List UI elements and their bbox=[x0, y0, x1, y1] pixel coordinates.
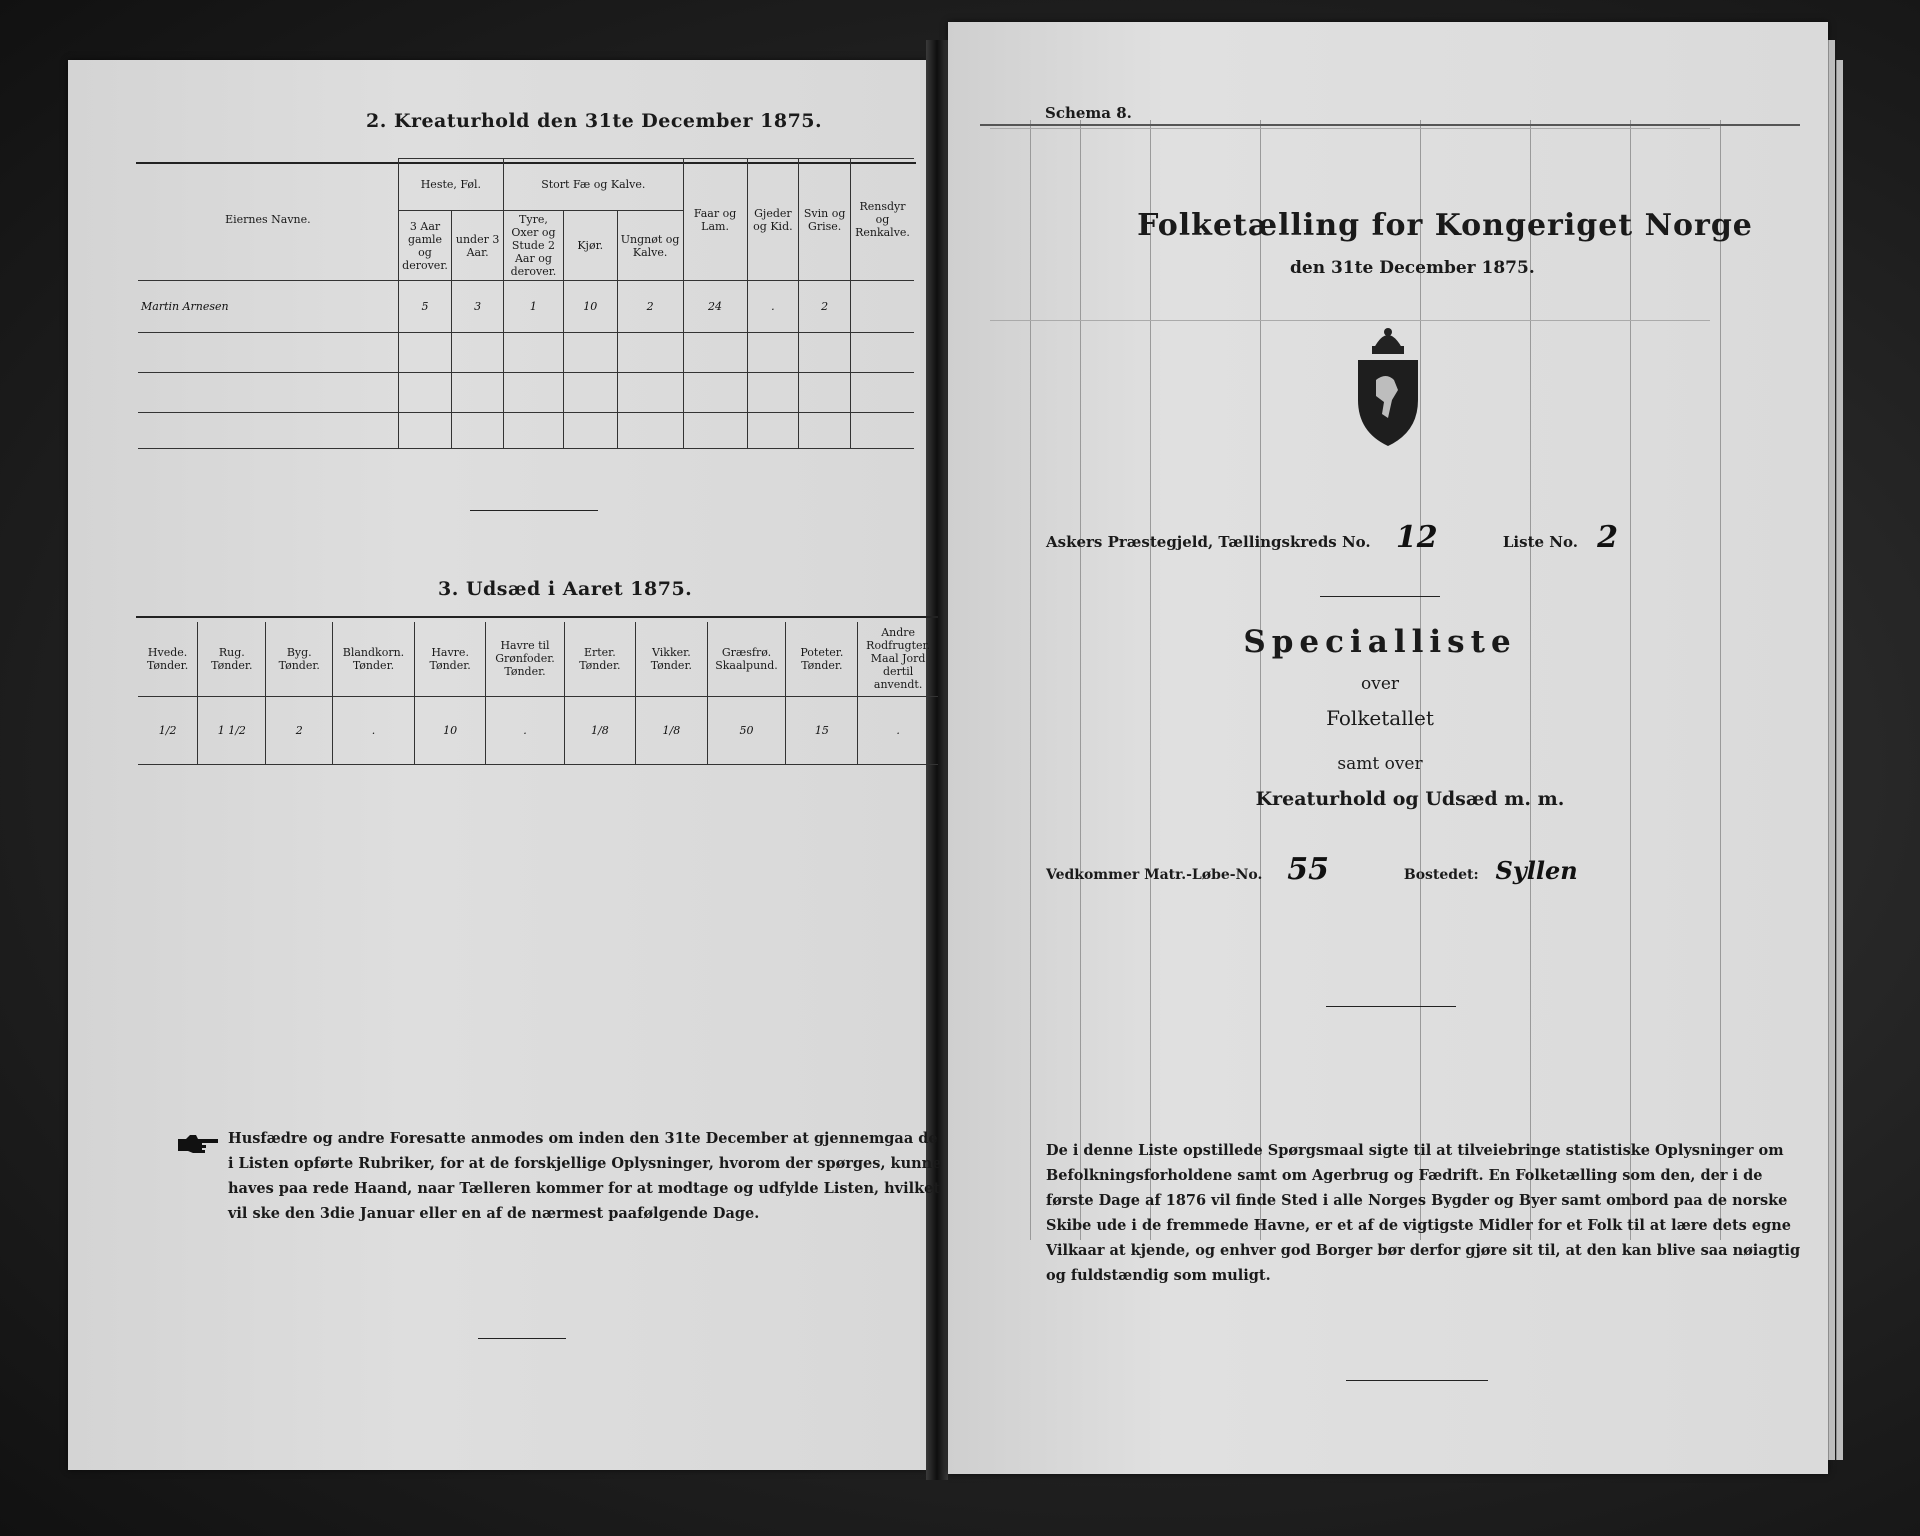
seed-header-name: Erter. bbox=[583, 645, 616, 659]
seed-header-6 bbox=[564, 622, 636, 696]
seed-value: 1/8 bbox=[636, 696, 708, 764]
bleed-line bbox=[1630, 120, 1631, 1240]
bulls-value: 1 bbox=[504, 281, 564, 333]
seed-header-2 bbox=[266, 622, 333, 696]
page-edge bbox=[1836, 60, 1843, 1460]
goats-value: . bbox=[747, 281, 799, 333]
seed-header-unit: Maal Jord dertil anvendt. bbox=[870, 652, 926, 692]
seed-header-0 bbox=[138, 622, 198, 696]
seed-header-name: Andre Rodfrugter. bbox=[866, 626, 931, 653]
cattle-header: Stort Fæ og Kalve. bbox=[504, 159, 684, 211]
seed-header-unit: Tønder. bbox=[429, 658, 471, 672]
cows-header: Kjør. bbox=[563, 211, 617, 281]
seed-value: . bbox=[486, 696, 564, 764]
bulls-header: Tyre, Oxer og Stude 2 Aar og derover. bbox=[504, 211, 564, 281]
owner-header: Eiernes Navne. bbox=[138, 159, 398, 281]
seed-header-name: Havre. bbox=[431, 645, 469, 659]
seed-header-9 bbox=[786, 622, 858, 696]
matr-label: Vedkommer Matr.-Løbe-No. bbox=[1046, 867, 1263, 883]
matr-number: 55 bbox=[1287, 852, 1329, 887]
bleed-line bbox=[1720, 120, 1721, 1240]
seed-header-name: Havre til Grønfoder. bbox=[495, 639, 555, 666]
livestock-table bbox=[138, 158, 914, 449]
seed-value: 50 bbox=[707, 696, 786, 764]
seed-header-unit: Tønder. bbox=[650, 658, 692, 672]
footer-paragraph: De i denne Liste opstillede Spørgsmaal sigte til at tilveiebringe statistiske Oplysninger om Befolkningsforholdene samt om Agerbrug og Fædrift. En Folketælling som den, der i de første Dage af 1876 vil finde Sted i alle Norges Bygder og Byer samt ombord paa de norske Skibe ude i de fremmede Havne, er et af de vigtigste Midler for et Folk til at lære dets egne Vilkaar at kjende, og enhver god Borger bør derfor gjøre sit til, at den kan blive saa nøiagtig og fuldstændig som muligt. bbox=[1046, 1142, 1801, 1284]
seed-value: . bbox=[858, 696, 938, 764]
seed-header-name: Byg. bbox=[286, 645, 312, 659]
bosted-label: Bostedet: bbox=[1403, 867, 1479, 883]
seed-value: 15 bbox=[786, 696, 858, 764]
table-row bbox=[138, 696, 938, 764]
reindeer-value bbox=[851, 281, 914, 333]
schema-label: Schema 8. bbox=[1045, 104, 1132, 122]
seed-header-unit: Tønder. bbox=[146, 658, 189, 672]
seed-title: 3. Udsæd i Aaret 1875. bbox=[438, 578, 693, 600]
bleed-line bbox=[1080, 120, 1081, 1240]
table-row bbox=[138, 281, 914, 333]
seed-value: 2 bbox=[266, 696, 333, 764]
seed-header-name: Hvede. bbox=[147, 645, 188, 659]
bleed-line bbox=[1530, 120, 1531, 1240]
seed-value: 1/2 bbox=[138, 696, 198, 764]
list-number: 2 bbox=[1597, 520, 1619, 555]
reindeer-header: Rensdyr og Renkalve. bbox=[851, 159, 914, 281]
sheep-value: 24 bbox=[683, 281, 747, 333]
census-date: den 31te December 1875. bbox=[1290, 258, 1535, 278]
divider bbox=[1320, 596, 1440, 597]
bosted-value: Syllen bbox=[1495, 856, 1578, 885]
bleed-line bbox=[990, 128, 1710, 129]
folketallet-text: Folketallet bbox=[1326, 706, 1434, 730]
specialliste-title: Specialliste bbox=[1243, 624, 1517, 660]
seed-header-1 bbox=[198, 622, 266, 696]
coat-of-arms-icon bbox=[1350, 318, 1426, 448]
young-cattle-value: 2 bbox=[617, 281, 683, 333]
seed-table bbox=[138, 622, 938, 765]
page-title: Folketælling for Kongeriget Norge bbox=[1137, 208, 1753, 243]
pigs-value: 2 bbox=[799, 281, 851, 333]
seed-header-name: Poteter. bbox=[800, 645, 844, 659]
bleed-line bbox=[1260, 120, 1261, 1240]
page-edge bbox=[1828, 40, 1835, 1460]
seed-header-10 bbox=[858, 622, 938, 696]
table-row bbox=[138, 413, 914, 449]
bleed-line bbox=[1150, 120, 1151, 1240]
seed-header-8 bbox=[707, 622, 786, 696]
horses-young-header: under 3 Aar. bbox=[452, 211, 504, 281]
divider bbox=[1346, 1380, 1488, 1381]
seed-header-unit: Tønder. bbox=[504, 665, 546, 679]
divider bbox=[478, 1338, 566, 1339]
horses-old-value: 5 bbox=[398, 281, 451, 333]
divider bbox=[980, 124, 1800, 126]
livestock-title: 2. Kreaturhold den 31te December 1875. bbox=[366, 110, 823, 132]
divider bbox=[136, 616, 938, 618]
young-cattle-header: Ungnøt og Kalve. bbox=[617, 211, 683, 281]
bleed-line bbox=[1030, 120, 1031, 1240]
pointing-hand-icon bbox=[176, 1133, 220, 1155]
seed-header-unit: Skaalpund. bbox=[715, 658, 778, 672]
goats-header: Gjeder og Kid. bbox=[747, 159, 799, 281]
horses-old-header: 3 Aar gamle og derover. bbox=[398, 211, 451, 281]
kreaturhold-text: Kreaturhold og Udsæd m. m. bbox=[1255, 788, 1565, 810]
pigs-header: Svin og Grise. bbox=[799, 159, 851, 281]
seed-value: 1 1/2 bbox=[198, 696, 266, 764]
seed-header-unit: Tønder. bbox=[352, 658, 395, 672]
over-text: over bbox=[1360, 674, 1400, 694]
seed-header-7 bbox=[636, 622, 708, 696]
notice-paragraph: Husfædre og andre Foresatte anmodes om inden den 31te December at gjennemgaa de i Listen opførte Rubriker, for at de forskjellige Oplysninger, hvorom der spørges, kunne haves paa rede Haand, naar Tælleren kommer for at modtage og udfylde Listen, hvilket vil ske den 3die Januar eller en af de nærmest paafølgende Dage. bbox=[228, 1130, 942, 1222]
horses-header: Heste, Føl. bbox=[398, 159, 503, 211]
seed-value: 1/8 bbox=[564, 696, 636, 764]
seed-header-4 bbox=[414, 622, 486, 696]
samt-over-text: samt over bbox=[1337, 754, 1423, 774]
cows-value: 10 bbox=[563, 281, 617, 333]
seed-header-name: Græsfrø. bbox=[721, 645, 772, 659]
seed-header-unit: Tønder. bbox=[801, 658, 843, 672]
bleed-line bbox=[1420, 120, 1421, 1240]
seed-header-name: Vikker. bbox=[652, 645, 691, 659]
district-line bbox=[1046, 520, 1618, 555]
district-label: Tællingskreds No. bbox=[1218, 533, 1371, 551]
matr-line bbox=[1046, 852, 1578, 887]
seed-header-unit: Tønder. bbox=[278, 658, 320, 672]
seed-header-unit: Tønder. bbox=[211, 658, 253, 672]
seed-value: . bbox=[333, 696, 415, 764]
seed-header-name: Blandkorn. bbox=[342, 645, 405, 659]
table-row bbox=[138, 373, 914, 413]
horses-young-value: 3 bbox=[452, 281, 504, 333]
divider bbox=[470, 510, 598, 511]
owner-name: Martin Arnesen bbox=[138, 281, 398, 333]
seed-header-name: Rug. bbox=[218, 645, 245, 659]
divider bbox=[1326, 1006, 1456, 1007]
seed-value: 10 bbox=[414, 696, 486, 764]
list-label: Liste No. bbox=[1502, 533, 1578, 551]
table-row bbox=[138, 333, 914, 373]
seed-header-3 bbox=[333, 622, 415, 696]
sheep-header: Faar og Lam. bbox=[683, 159, 747, 281]
seed-header-unit: Tønder. bbox=[579, 658, 621, 672]
seed-header-5 bbox=[486, 622, 564, 696]
district-number: 12 bbox=[1395, 520, 1438, 555]
parish-label: Askers Præstegjeld, bbox=[1046, 533, 1214, 551]
